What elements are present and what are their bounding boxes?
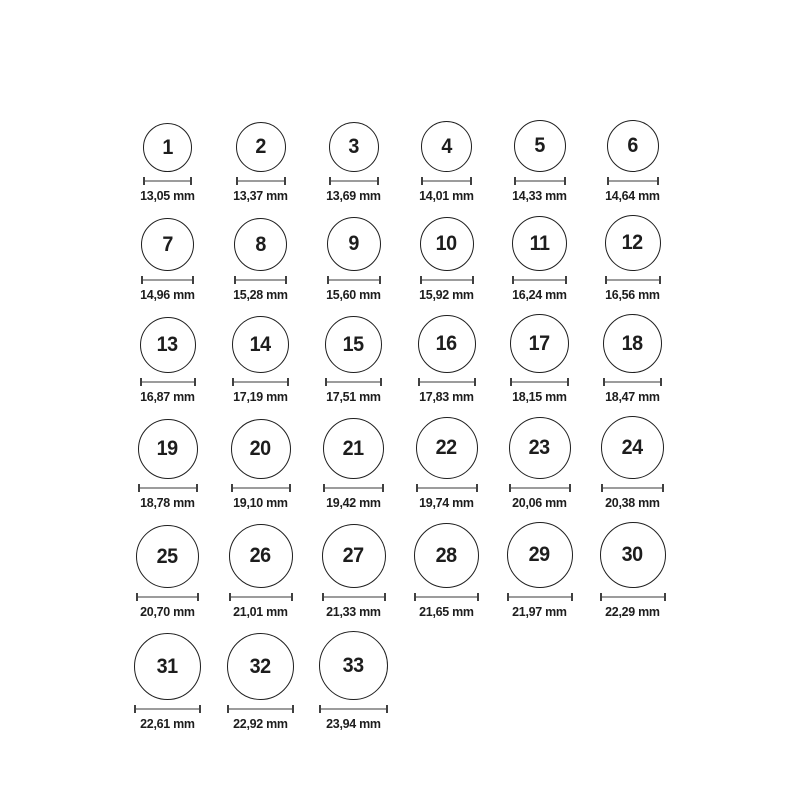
diameter-measure-line xyxy=(232,378,289,386)
ring-circle xyxy=(418,315,476,373)
ring-size-row xyxy=(121,631,679,731)
ring-size-number: 13 xyxy=(156,333,179,356)
diameter-measure-line xyxy=(507,593,573,601)
ring-size-row xyxy=(121,416,679,510)
diameter-measure-line xyxy=(514,177,566,185)
ring-size-number: 1 xyxy=(162,135,173,159)
diameter-label: 23,94 mm xyxy=(326,716,381,731)
ring-circle xyxy=(514,120,566,172)
ring-circle xyxy=(329,122,379,172)
ring-size-cell xyxy=(121,419,214,510)
ring-size-number: 14 xyxy=(249,332,272,356)
ring-circle xyxy=(136,525,199,588)
ring-circle xyxy=(138,419,198,479)
ring-circle xyxy=(509,417,571,479)
ring-size-cell xyxy=(121,317,214,404)
ring-size-cell xyxy=(214,218,307,302)
ring-size-number: 16 xyxy=(435,332,458,355)
ring-circle xyxy=(227,633,294,700)
diameter-measure-line xyxy=(229,593,293,601)
diameter-label: 13,37 mm xyxy=(233,188,288,203)
ring-size-number: 12 xyxy=(621,231,644,254)
ring-circle xyxy=(421,121,472,172)
ring-size-cell xyxy=(121,218,214,302)
diameter-label: 13,05 mm xyxy=(140,188,195,203)
diameter-measure-line xyxy=(325,378,382,386)
ring-circle xyxy=(507,522,573,588)
ring-circle xyxy=(322,524,386,588)
ring-size-chart xyxy=(121,0,679,731)
diameter-label: 16,24 mm xyxy=(512,287,567,302)
ring-size-number: 5 xyxy=(534,134,545,157)
diameter-measure-line xyxy=(603,378,662,386)
ring-size-cell xyxy=(400,523,493,619)
ring-size-number: 9 xyxy=(348,232,359,255)
diameter-measure-line xyxy=(605,276,661,284)
ring-size-number: 15 xyxy=(342,332,365,356)
diameter-label: 21,97 mm xyxy=(512,604,567,619)
ring-size-cell xyxy=(214,419,307,510)
ring-size-row xyxy=(121,120,679,203)
ring-size-cell xyxy=(121,633,214,731)
ring-size-number: 18 xyxy=(621,331,644,355)
diameter-label: 13,69 mm xyxy=(326,188,381,203)
ring-size-cell xyxy=(493,522,586,619)
diameter-measure-line xyxy=(601,484,664,492)
diameter-label: 16,56 mm xyxy=(605,287,660,302)
diameter-measure-line xyxy=(600,593,666,601)
ring-size-cell xyxy=(493,314,586,404)
ring-size-number: 10 xyxy=(435,232,458,255)
ring-circle xyxy=(234,218,287,271)
ring-size-number: 11 xyxy=(529,231,550,255)
ring-size-cell xyxy=(214,524,307,619)
ring-circle xyxy=(607,120,659,172)
diameter-label: 15,28 mm xyxy=(233,287,288,302)
ring-size-number: 4 xyxy=(441,134,452,158)
ring-size-number: 2 xyxy=(255,135,266,158)
ring-size-cell xyxy=(586,215,679,302)
diameter-label: 22,61 mm xyxy=(140,716,195,731)
ring-size-row xyxy=(121,522,679,619)
ring-circle xyxy=(232,316,289,373)
ring-size-cell xyxy=(400,315,493,404)
ring-size-number: 20 xyxy=(249,437,272,460)
diameter-measure-line xyxy=(420,276,474,284)
ring-size-number: 19 xyxy=(156,437,179,460)
diameter-measure-line xyxy=(607,177,659,185)
diameter-label: 17,51 mm xyxy=(326,389,381,404)
diameter-measure-line xyxy=(227,705,294,713)
diameter-measure-line xyxy=(231,484,291,492)
ring-circle xyxy=(414,523,479,588)
diameter-label: 20,70 mm xyxy=(140,604,195,619)
ring-size-number: 28 xyxy=(435,543,458,567)
ring-size-row xyxy=(121,215,679,302)
diameter-label: 15,92 mm xyxy=(419,287,474,302)
ring-size-cell xyxy=(121,525,214,619)
ring-size-cell xyxy=(214,316,307,404)
diameter-measure-line xyxy=(136,593,199,601)
ring-size-number: 29 xyxy=(528,543,551,566)
ring-size-cell xyxy=(493,216,586,302)
diameter-label: 14,96 mm xyxy=(140,287,195,302)
diameter-measure-line xyxy=(319,705,388,713)
ring-size-number: 22 xyxy=(435,436,458,459)
ring-size-number: 24 xyxy=(621,435,644,459)
ring-size-cell xyxy=(586,522,679,619)
ring-size-cell xyxy=(400,217,493,302)
ring-size-number: 25 xyxy=(156,544,179,568)
ring-size-cell xyxy=(214,633,307,731)
diameter-measure-line xyxy=(234,276,287,284)
ring-circle xyxy=(601,416,664,479)
ring-size-number: 26 xyxy=(249,544,272,567)
ring-size-number: 33 xyxy=(342,653,365,677)
ring-size-number: 17 xyxy=(528,331,551,355)
ring-circle xyxy=(420,217,474,271)
ring-size-cell xyxy=(307,217,400,302)
ring-size-cell xyxy=(214,122,307,203)
diameter-label: 19,10 mm xyxy=(233,495,288,510)
diameter-measure-line xyxy=(510,378,569,386)
ring-size-number: 6 xyxy=(627,134,638,157)
diameter-measure-line xyxy=(414,593,479,601)
diameter-measure-line xyxy=(421,177,472,185)
diameter-label: 18,47 mm xyxy=(605,389,660,404)
diameter-label: 17,83 mm xyxy=(419,389,474,404)
diameter-label: 14,33 mm xyxy=(512,188,567,203)
diameter-label: 21,33 mm xyxy=(326,604,381,619)
diameter-measure-line xyxy=(329,177,379,185)
ring-size-row xyxy=(121,314,679,404)
ring-circle xyxy=(143,123,192,172)
ring-circle xyxy=(600,522,666,588)
ring-circle xyxy=(319,631,388,700)
ring-size-number: 21 xyxy=(342,436,365,460)
ring-size-number: 31 xyxy=(156,654,179,678)
ring-size-cell xyxy=(307,418,400,510)
ring-circle xyxy=(229,524,293,588)
ring-size-number: 30 xyxy=(621,543,644,566)
ring-circle xyxy=(323,418,384,479)
diameter-measure-line xyxy=(418,378,476,386)
ring-size-number: 3 xyxy=(348,135,359,158)
ring-size-cell xyxy=(586,120,679,203)
diameter-label: 17,19 mm xyxy=(233,389,288,404)
ring-circle xyxy=(416,417,478,479)
ring-size-number: 8 xyxy=(255,232,266,256)
diameter-label: 18,15 mm xyxy=(512,389,567,404)
ring-size-number: 27 xyxy=(342,544,365,567)
diameter-label: 14,64 mm xyxy=(605,188,660,203)
ring-size-cell xyxy=(307,122,400,203)
diameter-measure-line xyxy=(134,705,201,713)
ring-size-cell xyxy=(307,524,400,619)
ring-size-cell xyxy=(307,631,400,731)
ring-size-number: 32 xyxy=(249,654,272,678)
ring-size-cell xyxy=(400,121,493,203)
ring-circle xyxy=(134,633,201,700)
ring-size-cell xyxy=(307,316,400,404)
diameter-measure-line xyxy=(323,484,384,492)
diameter-measure-line xyxy=(236,177,286,185)
diameter-measure-line xyxy=(141,276,194,284)
diameter-label: 19,74 mm xyxy=(419,495,474,510)
diameter-label: 20,38 mm xyxy=(605,495,660,510)
diameter-label: 21,65 mm xyxy=(419,604,474,619)
ring-circle xyxy=(512,216,567,271)
diameter-label: 16,87 mm xyxy=(140,389,195,404)
diameter-label: 18,78 mm xyxy=(140,495,195,510)
diameter-label: 19,42 mm xyxy=(326,495,381,510)
ring-circle xyxy=(510,314,569,373)
ring-circle xyxy=(236,122,286,172)
ring-circle xyxy=(327,217,381,271)
diameter-measure-line xyxy=(140,378,196,386)
diameter-label: 22,92 mm xyxy=(233,716,288,731)
diameter-measure-line xyxy=(322,593,386,601)
diameter-measure-line xyxy=(138,484,198,492)
diameter-measure-line xyxy=(416,484,478,492)
diameter-label: 22,29 mm xyxy=(605,604,660,619)
ring-circle xyxy=(140,317,196,373)
ring-size-cell xyxy=(586,416,679,510)
diameter-measure-line xyxy=(509,484,571,492)
ring-size-cell xyxy=(493,120,586,203)
diameter-measure-line xyxy=(327,276,381,284)
diameter-label: 21,01 mm xyxy=(233,604,288,619)
diameter-label: 14,01 mm xyxy=(419,188,474,203)
ring-circle xyxy=(325,316,382,373)
ring-size-number: 7 xyxy=(162,232,173,256)
ring-size-cell xyxy=(400,417,493,510)
ring-size-cell xyxy=(121,123,214,203)
diameter-measure-line xyxy=(512,276,567,284)
diameter-label: 20,06 mm xyxy=(512,495,567,510)
ring-size-cell xyxy=(586,314,679,404)
ring-circle xyxy=(141,218,194,271)
ring-circle xyxy=(231,419,291,479)
diameter-label: 15,60 mm xyxy=(326,287,381,302)
ring-circle xyxy=(605,215,661,271)
ring-size-cell xyxy=(493,417,586,510)
ring-circle xyxy=(603,314,662,373)
diameter-measure-line xyxy=(143,177,192,185)
ring-size-number: 23 xyxy=(528,436,551,459)
